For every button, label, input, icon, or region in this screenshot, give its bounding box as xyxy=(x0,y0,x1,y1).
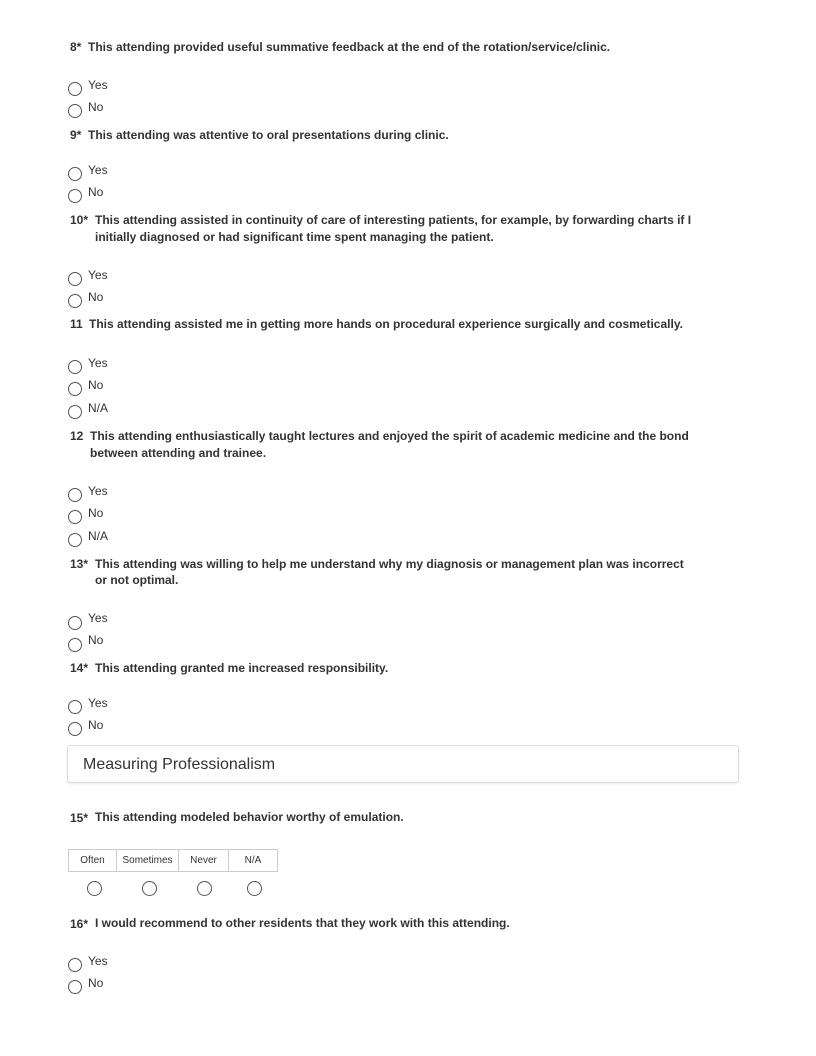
scale-label: Often xyxy=(69,850,117,872)
question-number: 15* xyxy=(70,811,89,825)
option-label: No xyxy=(88,290,104,304)
scale-radio-never[interactable] xyxy=(197,881,212,896)
question-number: 12 xyxy=(70,429,84,443)
scale-radio-na[interactable] xyxy=(247,881,262,896)
radio-button[interactable] xyxy=(68,104,82,118)
question-text: I would recommend to other residents that they work with this attending. xyxy=(95,916,510,930)
question-text: This attending was attentive to oral presentations during clinic. xyxy=(88,128,449,142)
radio-button[interactable] xyxy=(68,638,82,652)
option-label: Yes xyxy=(88,954,108,968)
option-label: N/A xyxy=(88,401,109,415)
option-label: No xyxy=(88,378,104,392)
radio-button[interactable] xyxy=(68,405,82,419)
radio-button[interactable] xyxy=(68,488,82,502)
question-number: 14* xyxy=(70,661,89,675)
scale-radio-often[interactable] xyxy=(87,881,102,896)
radio-button[interactable] xyxy=(68,294,82,308)
question-number: 16* xyxy=(70,917,89,931)
radio-button[interactable] xyxy=(68,189,82,203)
question-text-line-1: This attending assisted in continuity of care of interesting patients, for example, by forwarding charts if I xyxy=(95,213,692,227)
section-header xyxy=(67,745,739,783)
radio-button[interactable] xyxy=(68,82,82,96)
question-text: This attending modeled behavior worthy of emulation. xyxy=(95,810,404,824)
scale-label: Never xyxy=(179,850,229,872)
question-text-line-1: This attending was willing to help me understand why my diagnosis or management plan was incorrect xyxy=(95,557,684,571)
option-label: N/A xyxy=(88,529,109,543)
rating-scale-header xyxy=(68,849,278,872)
scale-radio-sometimes[interactable] xyxy=(142,881,157,896)
option-label: Yes xyxy=(88,268,108,282)
scale-label: N/A xyxy=(229,850,278,872)
option-label: No xyxy=(88,100,104,114)
option-label: No xyxy=(88,976,104,990)
option-label: Yes xyxy=(88,696,108,710)
option-label: Yes xyxy=(88,163,108,177)
question-text-line-2: between attending and trainee. xyxy=(90,446,267,460)
radio-button[interactable] xyxy=(68,980,82,994)
question-number: 13* xyxy=(70,557,89,571)
question-text: This attending assisted me in getting more hands on procedural experience surgically and cosmetically. xyxy=(89,317,683,331)
question-number: 8* xyxy=(70,40,82,54)
scale-label: Sometimes xyxy=(117,850,179,872)
option-label: Yes xyxy=(88,611,108,625)
option-label: No xyxy=(88,506,104,520)
radio-button[interactable] xyxy=(68,167,82,181)
radio-button[interactable] xyxy=(68,360,82,374)
question-text-line-2: or not optimal. xyxy=(95,573,179,587)
radio-button[interactable] xyxy=(68,616,82,630)
option-label: No xyxy=(88,185,104,199)
question-number: 11 xyxy=(70,317,83,331)
option-label: No xyxy=(88,633,104,647)
section-title: Measuring Professionalism xyxy=(83,756,276,773)
question-text: This attending provided useful summative feedback at the end of the rotation/service/clinic. xyxy=(88,40,611,54)
option-label: No xyxy=(88,718,104,732)
question-number: 10* xyxy=(70,213,89,227)
radio-button[interactable] xyxy=(68,700,82,714)
radio-button[interactable] xyxy=(68,510,82,524)
radio-button[interactable] xyxy=(68,722,82,736)
question-text-line-2: initially diagnosed or had significant time spent managing the patient. xyxy=(95,230,494,244)
question-number: 9* xyxy=(70,128,82,142)
option-label: Yes xyxy=(88,356,108,370)
question-text: This attending granted me increased responsibility. xyxy=(95,661,389,675)
option-label: Yes xyxy=(88,78,108,92)
option-label: Yes xyxy=(88,484,108,498)
radio-button[interactable] xyxy=(68,272,82,286)
radio-button[interactable] xyxy=(68,533,82,547)
question-text-line-1: This attending enthusiastically taught lectures and enjoyed the spirit of academic medicine and the bond xyxy=(90,429,689,443)
radio-button[interactable] xyxy=(68,958,82,972)
radio-button[interactable] xyxy=(68,382,82,396)
